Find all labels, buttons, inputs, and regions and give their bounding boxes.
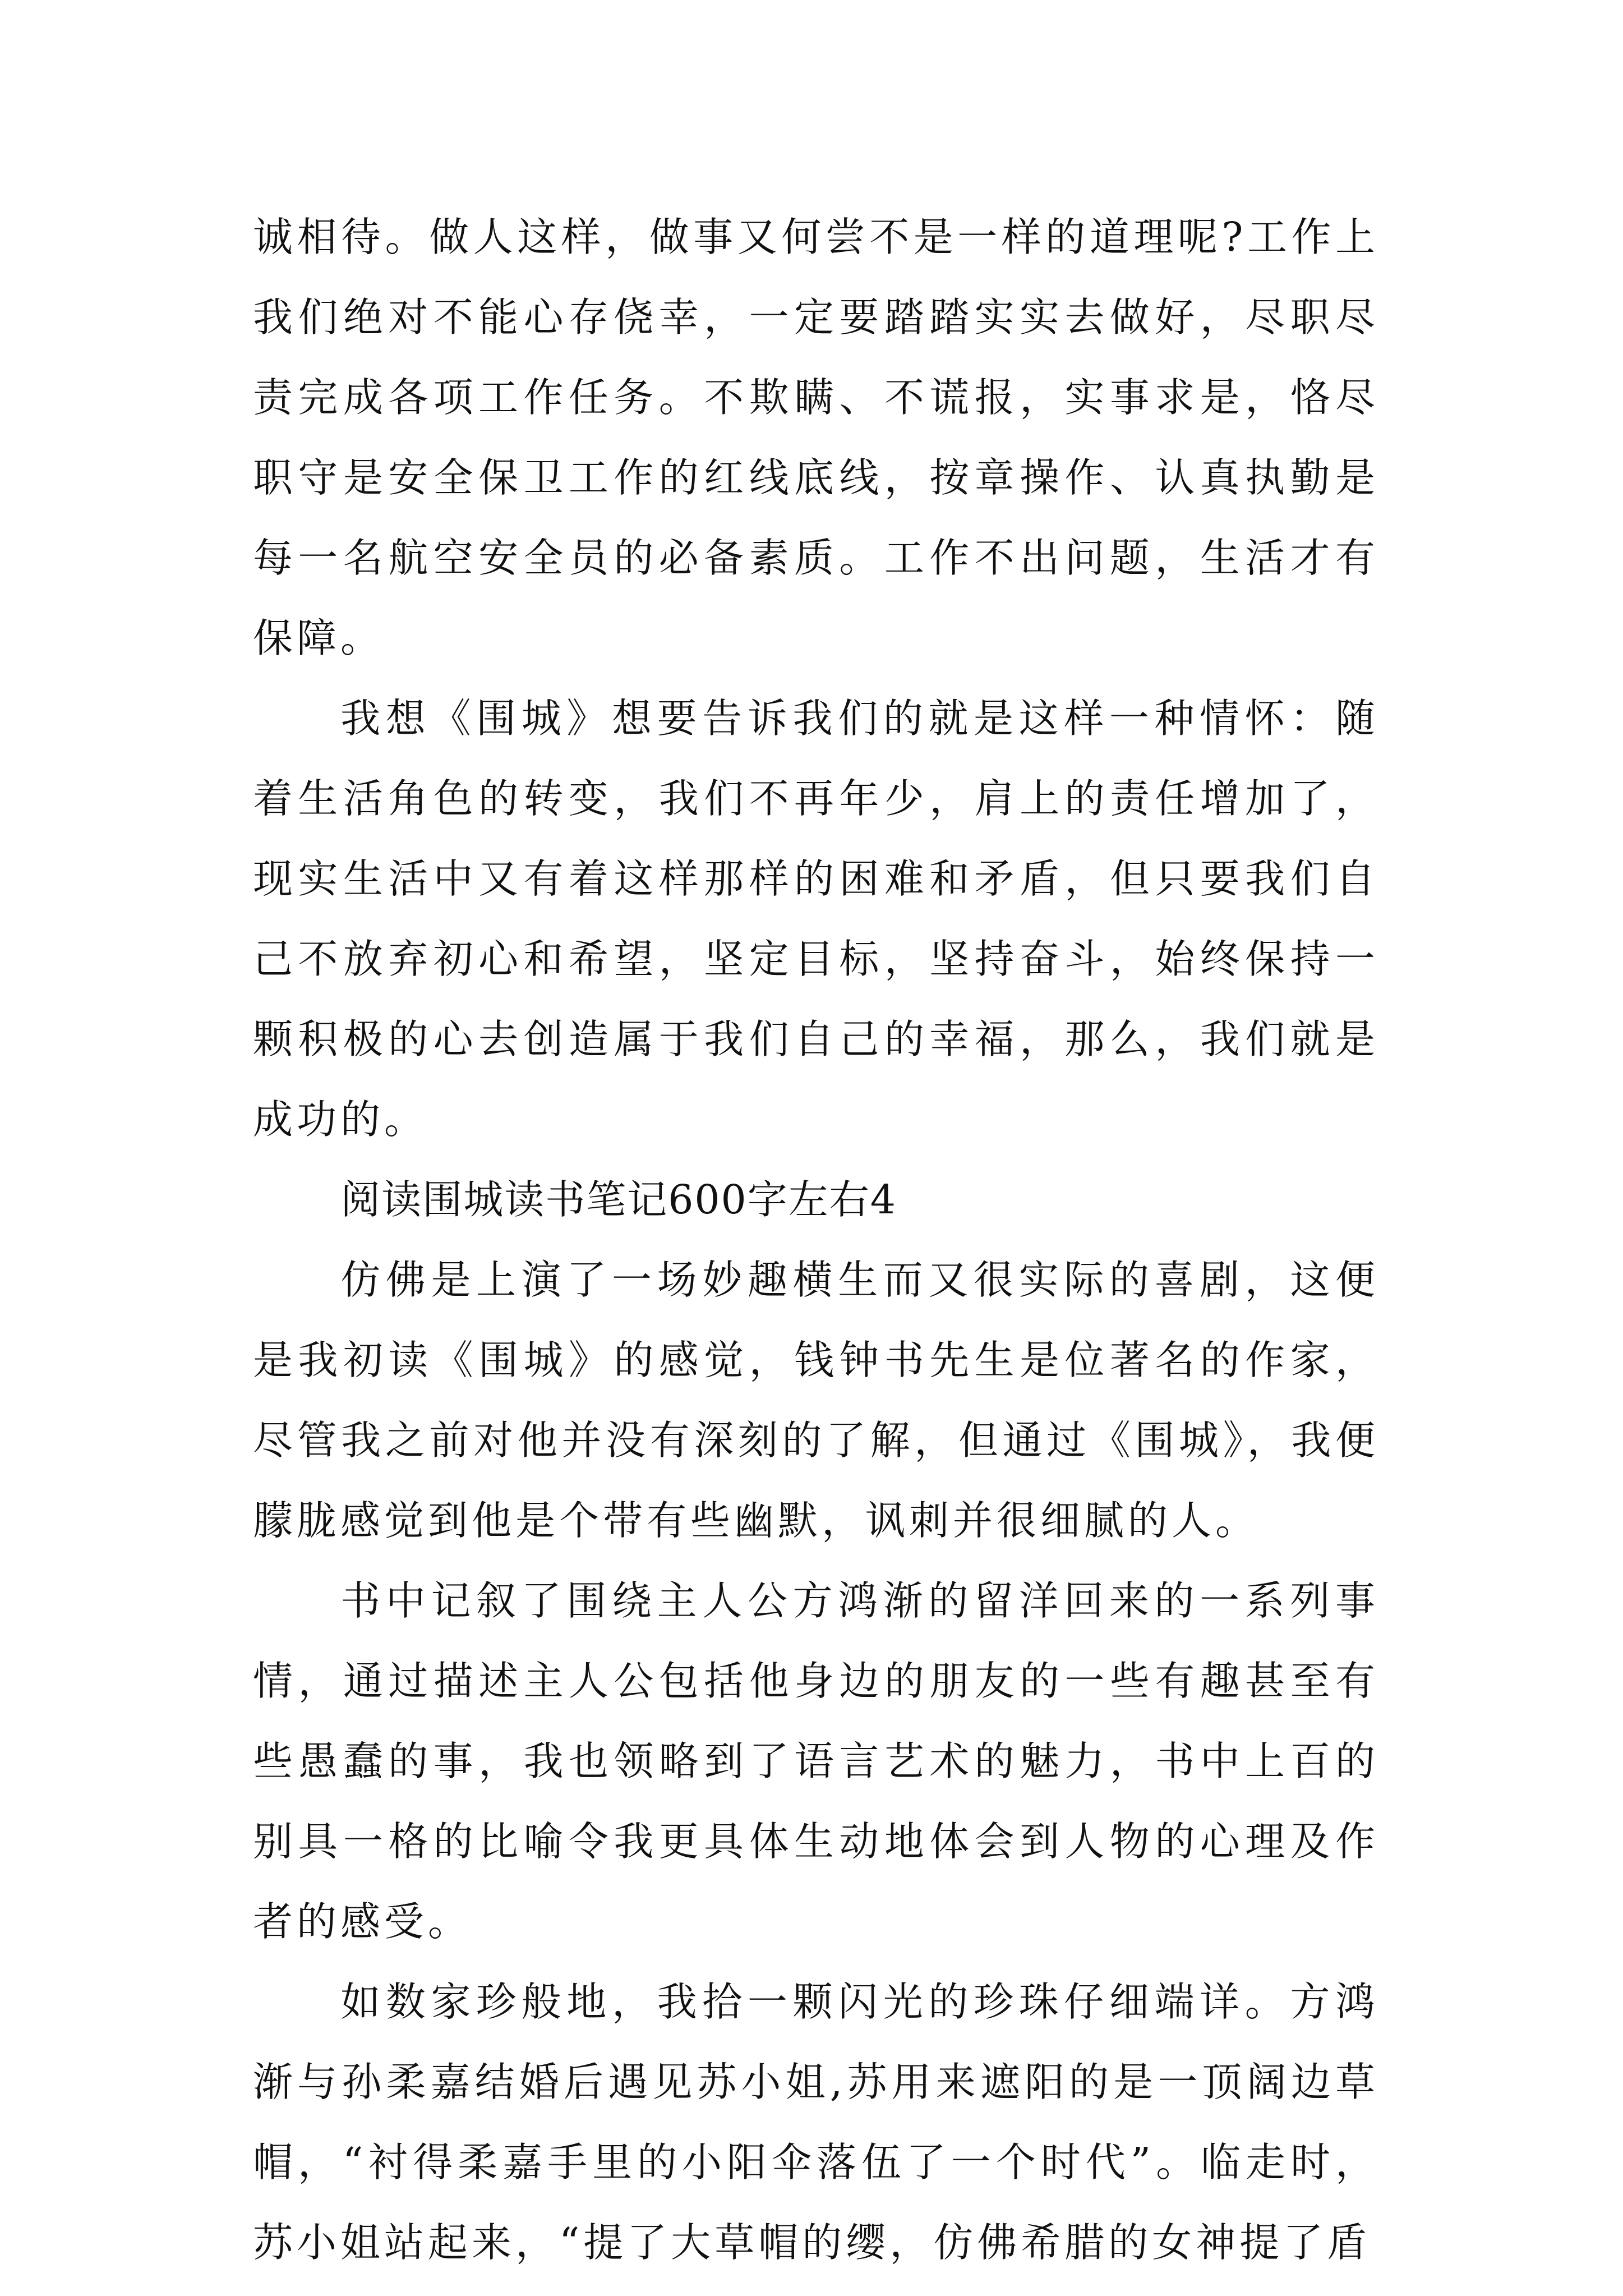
paragraph: 仿佛是上演了一场妙趣横生而又很实际的喜剧，这便是我初读《围城》的感觉，钱钟书先生是位著名的作家，尽管我之前对他并没有深刻的了解，但通过《围城》，我便朦胧感觉到他是个带有些幽默，讽刺并很细腻的人。 (253, 1257, 1379, 1544)
section-heading: 阅读围城读书笔记600字左右4 (340, 1176, 897, 1223)
paragraph: 书中记叙了围绕主人公方鸿渐的留洋回来的一系列事情，通过描述主人公包括他身边的朋友的一些有趣甚至有些愚蠢的事，我也领略到了语言艺术的魅力，书中上百的别具一格的比喻令我更具体生动地体会到人物的心理及作者的感受。 (253, 1577, 1379, 1945)
paragraph-continuation: 诚相待。做人这样，做事又何尝不是一样的道理呢?工作上我们绝对不能心存侥幸，一定要踏踏实实去做好，尽职尽责完成各项工作任务。不欺瞒、不谎报，实事求是，恪尽职守是安全保卫工作的红线底线，按章操作、认真执勤是每一名航空安全员的必备素质。工作不出问题，生活才有保障。 (253, 214, 1379, 661)
body-text (253, 197, 1379, 2283)
paragraph: 我想《围城》想要告诉我们的就是这样一种情怀：随着生活角色的转变，我们不再年少，肩上的责任增加了，现实生活中又有着这样那样的困难和矛盾，但只要我们自己不放弃初心和希望，坚定目标，坚持奋斗，始终保持一颗积极的心去创造属于我们自己的幸福，那么，我们就是成功的。 (253, 695, 1379, 1143)
paragraph: 如数家珍般地，我拾一颗闪光的珍珠仔细端详。方鸿渐与孙柔嘉结婚后遇见苏小姐,苏用来遮阳的是一顶阔边草帽，“衬得柔嘉手里的小阳伞落伍了一个时代”。临走时，苏小姐站起来，“提了大草帽的缨，仿佛希腊的女神提了盾 (253, 1978, 1379, 2266)
